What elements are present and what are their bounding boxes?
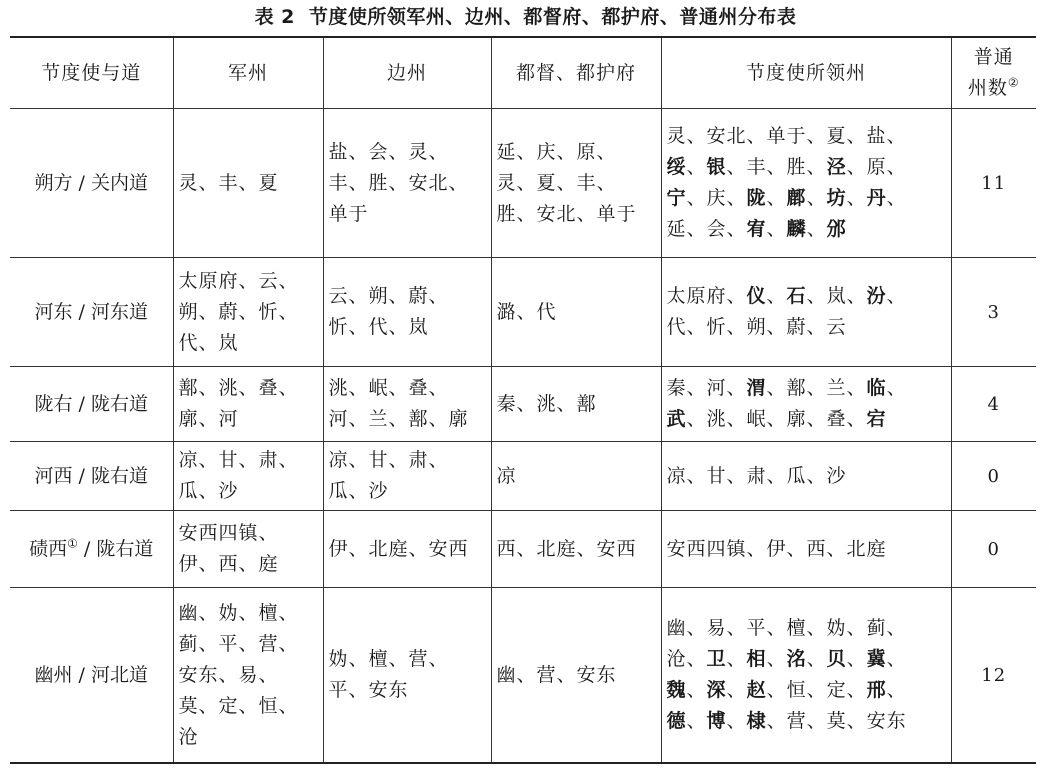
cell-circuit: 朔方 / 关内道 [10, 109, 173, 258]
cell-count: 11 [951, 109, 1036, 258]
highlighted-prefecture: 邢 [866, 679, 887, 701]
prefecture-text: 、 [686, 710, 707, 732]
cell-dudu: 潞、代 [491, 258, 661, 367]
prefecture-text: 、庆、 [686, 187, 747, 209]
table-number: 表 2 [254, 6, 295, 28]
highlighted-prefecture: 石 [786, 285, 807, 307]
cell-military: 鄯、洮、叠、廓、河 [173, 367, 323, 442]
highlighted-prefecture: 邠 [826, 218, 847, 240]
header-military-prefectures: 军州 [173, 37, 323, 109]
prefecture-text: 、 [686, 679, 707, 701]
highlighted-prefecture: 武 [666, 408, 687, 430]
header-jiedu-prefectures: 节度使所领州 [661, 37, 951, 109]
prefecture-text: 安西四镇、伊、西、北庭 [666, 537, 887, 560]
prefecture-text: 、延、会、 [666, 187, 907, 240]
prefecture-text: 、岚、 [806, 285, 867, 307]
prefecture-text: 、 [766, 218, 787, 240]
prefecture-text: 凉、甘、肃、瓜、沙 [666, 464, 847, 487]
highlighted-prefecture: 绥 [666, 156, 687, 178]
cell-border: 云、朔、蔚、忻、代、岚 [323, 258, 491, 367]
prefecture-text: 太原府、 [666, 285, 747, 307]
cell-dudu: 西、北庭、安西 [491, 511, 661, 588]
cell-jiedu [661, 442, 951, 511]
highlighted-prefecture: 宕 [866, 408, 887, 430]
header-ordinary-count [951, 37, 1036, 109]
prefecture-text: 、 [726, 648, 747, 670]
table-row [10, 367, 1036, 442]
highlighted-prefecture: 博 [706, 710, 727, 732]
cell-dudu: 幽、营、安东 [491, 588, 661, 764]
header-circuit: 节度使与道 [10, 37, 173, 109]
prefecture-text: 、 [886, 679, 907, 701]
highlighted-prefecture: 赵 [746, 679, 767, 701]
header-border-prefectures: 边州 [323, 37, 491, 109]
circuit-name: 碛西 [29, 537, 68, 560]
highlighted-prefecture: 深 [706, 679, 727, 701]
prefecture-text: 、 [806, 218, 827, 240]
highlighted-prefecture: 鄜 [786, 187, 807, 209]
prefecture-text: 、 [846, 648, 867, 670]
highlighted-prefecture: 宥 [746, 218, 767, 240]
prefecture-text: 、营、莫、安东 [766, 710, 907, 732]
prefecture-text: 、 [846, 187, 867, 209]
cell-count: 4 [951, 367, 1036, 442]
highlighted-prefecture: 贝 [826, 648, 847, 670]
cell-jiedu [661, 511, 951, 588]
table-caption [0, 4, 1045, 30]
cell-count: 3 [951, 258, 1036, 367]
cell-military: 太原府、云、朔、蔚、忻、代、岚 [173, 258, 323, 367]
prefecture-text: 秦、河、 [666, 377, 747, 399]
cell-circuit [10, 511, 173, 588]
prefecture-text: 、 [766, 285, 787, 307]
highlighted-prefecture: 魏 [666, 679, 687, 701]
highlighted-prefecture: 卫 [706, 648, 727, 670]
highlighted-prefecture: 仪 [746, 285, 767, 307]
prefecture-text: 、 [886, 648, 907, 670]
header-count-line2 [957, 73, 1032, 104]
prefecture-text: 、 [806, 187, 827, 209]
cell-jiedu [661, 367, 951, 442]
prefecture-text: 、 [726, 679, 747, 701]
prefecture-text: 、 [766, 648, 787, 670]
highlighted-prefecture: 冀 [866, 648, 887, 670]
prefecture-text: 、洮、岷、廓、叠、 [686, 408, 867, 430]
cell-jiedu [661, 588, 951, 764]
cell-count: 12 [951, 588, 1036, 764]
prefecture-text: 、恒、定、 [766, 679, 867, 701]
highlighted-prefecture: 渭 [746, 377, 767, 399]
prefecture-text: 灵、安北、单于、夏、盐、 [666, 125, 907, 147]
highlighted-prefecture: 德 [666, 710, 687, 732]
prefecture-text: 幽、易、平、檀、妫、蓟、沧、 [666, 617, 907, 670]
header-count-text: 州数 [967, 77, 1008, 99]
highlighted-prefecture: 相 [746, 648, 767, 670]
prefecture-text: 、 [766, 187, 787, 209]
table-row [10, 511, 1036, 588]
cell-count: 0 [951, 442, 1036, 511]
cell-circuit: 幽州 / 河北道 [10, 588, 173, 764]
prefecture-text: 、丰、胜、 [726, 156, 827, 178]
cell-count: 0 [951, 511, 1036, 588]
cell-border: 凉、甘、肃、瓜、沙 [323, 442, 491, 511]
cell-dudu: 延、庆、原、灵、夏、丰、胜、安北、单于 [491, 109, 661, 258]
highlighted-prefecture: 洺 [786, 648, 807, 670]
header-row [10, 37, 1036, 109]
cell-military: 凉、甘、肃、瓜、沙 [173, 442, 323, 511]
highlighted-prefecture: 麟 [786, 218, 807, 240]
highlighted-prefecture: 丹 [866, 187, 887, 209]
cell-dudu: 凉 [491, 442, 661, 511]
highlighted-prefecture: 临 [866, 377, 887, 399]
highlighted-prefecture: 坊 [826, 187, 847, 209]
header-dudu-duhu: 都督、都护府 [491, 37, 661, 109]
cell-military: 安西四镇、伊、西、庭 [173, 511, 323, 588]
highlighted-prefecture: 棣 [746, 710, 767, 732]
prefecture-text: 、原、 [846, 156, 907, 178]
table-row [10, 109, 1036, 258]
highlighted-prefecture: 汾 [866, 285, 887, 307]
distribution-table [10, 36, 1036, 764]
footnote-marker: ② [1007, 75, 1020, 90]
cell-border: 盐、会、灵、丰、胜、安北、单于 [323, 109, 491, 258]
prefecture-text: 、 [686, 156, 707, 178]
highlighted-prefecture: 银 [706, 156, 727, 178]
cell-border: 洮、岷、叠、河、兰、鄯、廓 [323, 367, 491, 442]
cell-border: 伊、北庭、安西 [323, 511, 491, 588]
highlighted-prefecture: 泾 [826, 156, 847, 178]
prefecture-text: 、 [806, 648, 827, 670]
cell-military: 灵、丰、夏 [173, 109, 323, 258]
table-row [10, 258, 1036, 367]
cell-circuit: 河西 / 陇右道 [10, 442, 173, 511]
cell-circuit: 河东 / 河东道 [10, 258, 173, 367]
cell-border: 妫、檀、营、平、安东 [323, 588, 491, 764]
cell-jiedu [661, 109, 951, 258]
cell-dudu: 秦、洮、鄯 [491, 367, 661, 442]
footnote-marker: ① [67, 536, 78, 551]
table-title: 节度使所领军州、边州、都督府、都护府、普通州分布表 [308, 6, 797, 28]
cell-circuit: 陇右 / 陇右道 [10, 367, 173, 442]
cell-military: 幽、妫、檀、蓟、平、营、安东、易、莫、定、恒、沧 [173, 588, 323, 764]
prefecture-text: 、鄯、兰、 [766, 377, 867, 399]
prefecture-text: 、 [726, 710, 747, 732]
prefecture-text: 、代、忻、朔、蔚、云 [666, 285, 907, 338]
highlighted-prefecture: 宁 [666, 187, 687, 209]
circuit-dao: / 陇右道 [77, 537, 154, 560]
highlighted-prefecture: 陇 [746, 187, 767, 209]
table-row [10, 442, 1036, 511]
prefecture-text: 、 [886, 377, 907, 399]
table-row [10, 588, 1036, 764]
cell-jiedu [661, 258, 951, 367]
header-count-line1: 普通 [973, 46, 1014, 68]
